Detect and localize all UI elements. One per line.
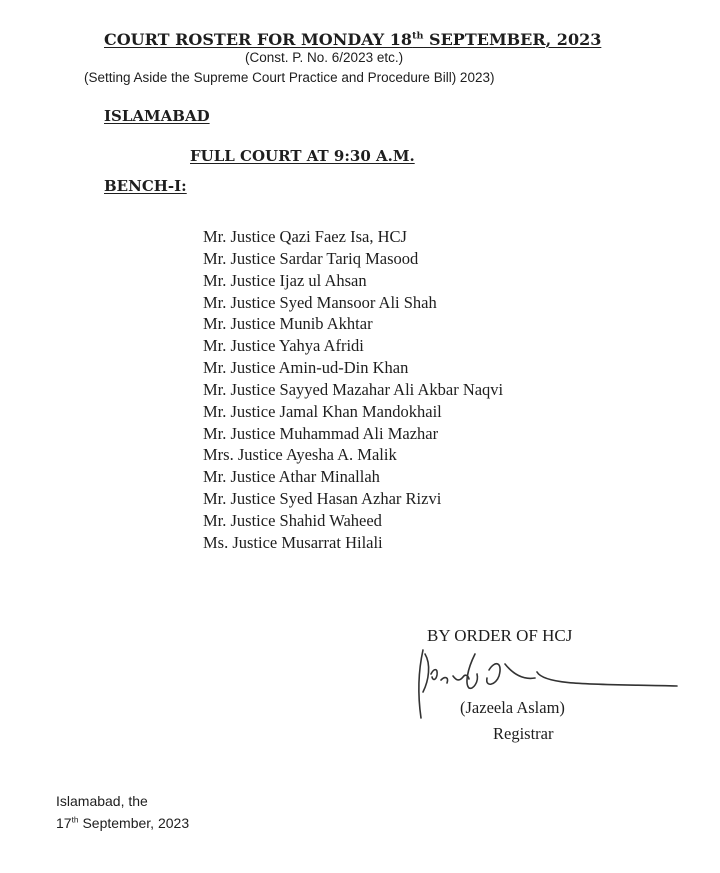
- judge-item: Mr. Justice Amin-ud-Din Khan: [203, 358, 409, 378]
- order-authority: BY ORDER OF HCJ: [427, 626, 573, 645]
- judge-item: Mr. Justice Syed Hasan Azhar Rizvi: [203, 489, 442, 509]
- judge-item: Ms. Justice Musarrat Hilali: [203, 532, 383, 552]
- judge-item: Mr. Justice Shahid Waheed: [203, 510, 382, 530]
- judges-list: [203, 226, 503, 554]
- case-subject: (Setting Aside the Supreme Court Practice and Procedure Bill) 2023): [84, 70, 495, 85]
- issue-date: 17th September, 2023: [56, 814, 190, 831]
- judge-item: Mrs. Justice Ayesha A. Malik: [203, 445, 397, 465]
- roster-title: COURT ROSTER FOR MONDAY 18th SEPTEMBER, 2023: [104, 30, 602, 49]
- judge-item: Mr. Justice Syed Mansoor Ali Shah: [203, 292, 437, 312]
- judge-item: Mr. Justice Sardar Tariq Masood: [203, 248, 419, 268]
- issue-place: Islamabad, the: [56, 793, 148, 809]
- judge-item: Mr. Justice Qazi Faez Isa, HCJ: [203, 227, 407, 246]
- sitting-heading: FULL COURT AT 9:30 A.M.: [190, 147, 415, 165]
- judge-item: Mr. Justice Yahya Afridi: [203, 336, 364, 356]
- judge-item: Mr. Justice Munib Akhtar: [203, 314, 373, 334]
- location-heading: ISLAMABAD: [104, 107, 210, 125]
- bench-heading: BENCH-I:: [104, 177, 187, 195]
- case-reference: (Const. P. No. 6/2023 etc.): [245, 50, 404, 65]
- judge-item: Mr. Justice Ijaz ul Ahsan: [203, 270, 367, 290]
- signatory-designation: Registrar: [493, 724, 554, 743]
- signatory-name: (Jazeela Aslam): [460, 698, 565, 717]
- judge-item: Mr. Justice Sayyed Mazahar Ali Akbar Naqvi: [203, 379, 504, 399]
- judge-item: Mr. Justice Athar Minallah: [203, 467, 380, 487]
- judge-item: Mr. Justice Jamal Khan Mandokhail: [203, 401, 442, 421]
- judge-item: Mr. Justice Muhammad Ali Mazhar: [203, 423, 439, 443]
